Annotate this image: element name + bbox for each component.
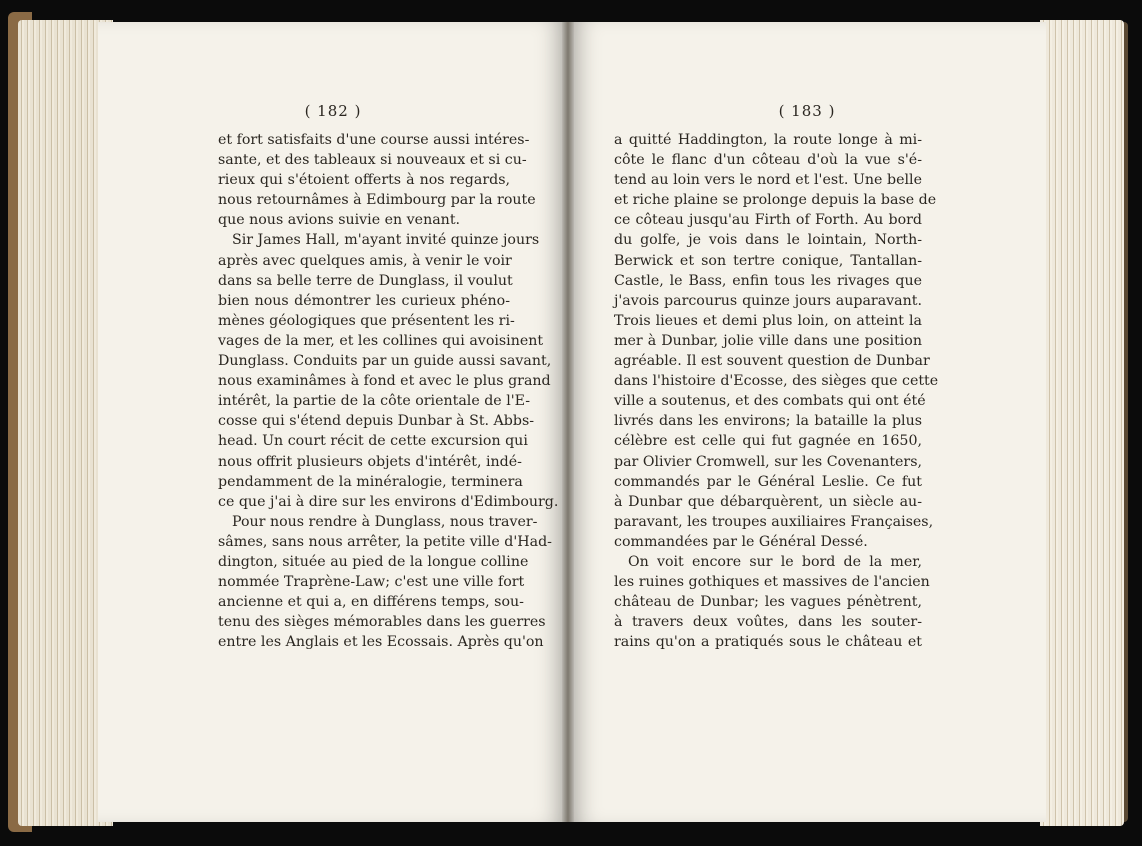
text-line: Berwick et son tertre conique, Tantallan- xyxy=(614,252,922,269)
text-line: sante, et des tableaux si nouveaux et si cu- xyxy=(218,152,527,169)
text-line: les ruines gothiques et massives de l'ancien xyxy=(614,574,930,591)
text-line: commandés par le Général Leslie. Ce fut xyxy=(614,473,922,490)
text-line: rieux qui s'étoient offerts à nos regards, xyxy=(218,172,510,189)
text-line: dans sa belle terre de Dunglass, il voulut xyxy=(218,272,513,289)
text-line: rains qu'on a pratiqués sous le château et xyxy=(614,634,922,651)
text-line: On voit encore sur le bord de la mer, xyxy=(628,553,922,570)
book-gutter xyxy=(562,22,574,822)
text-line: et riche plaine se prolonge depuis la base de xyxy=(614,192,937,209)
text-line: commandées par le Général Dessé. xyxy=(614,533,868,550)
text-line: dans l'histoire d'Ecosse, des sièges que cette xyxy=(614,373,939,390)
text-line: vages de la mer, et les collines qui avoisinent xyxy=(218,332,544,349)
right-page-edges xyxy=(1040,20,1124,826)
text-line: ville a soutenus, et des combats qui ont été xyxy=(614,393,926,410)
text-line: que nous avions suivie en venant. xyxy=(218,212,461,229)
left-page-number: ( 182 ) xyxy=(304,102,362,120)
text-line: j'avois parcourus quinze jours auparavant. xyxy=(614,292,922,309)
text-line: et fort satisfaits d'une course aussi intéres- xyxy=(218,132,530,148)
text-line: a quitté Haddington, la route longe à mi- xyxy=(614,132,922,148)
text-line: à Dunbar que débarquèrent, un siècle au- xyxy=(614,493,922,510)
text-line: pendamment de la minéralogie, terminera xyxy=(218,473,523,490)
text-line: head. Un court récit de cette excursion qui xyxy=(218,433,528,450)
text-line: ce côteau jusqu'au Firth of Forth. Au bord xyxy=(614,212,922,229)
text-line: tenu des sièges mémorables dans les guerres xyxy=(218,614,546,631)
text-line: mer à Dunbar, jolie ville dans une position xyxy=(614,332,922,349)
right-page-text xyxy=(614,130,939,652)
text-line: dington, située au pied de la longue colline xyxy=(218,553,529,570)
text-line: Sir James Hall, m'ayant invité quinze jours xyxy=(232,232,540,249)
text-line: nous offrit plusieurs objets d'intérêt, indé- xyxy=(218,453,522,470)
text-line: Castle, le Bass, enfin tous les rivages que xyxy=(614,272,922,289)
right-page-number: ( 183 ) xyxy=(778,102,836,120)
text-line: à travers deux voûtes, dans les souter- xyxy=(614,614,922,631)
left-page xyxy=(98,22,568,822)
text-line: sâmes, sans nous arrêter, la petite ville d'Had- xyxy=(218,533,552,550)
text-line: château de Dunbar; les vagues pénètrent, xyxy=(614,594,922,611)
text-line: livrés dans les environs; la bataille la plus xyxy=(614,413,922,430)
text-line: Trois lieues et demi plus loin, on atteint la xyxy=(614,312,922,329)
text-line: nous examinâmes à fond et avec le plus grand xyxy=(218,373,551,390)
text-line: Dunglass. Conduits par un guide aussi savant, xyxy=(218,353,552,370)
text-line: cosse qui s'étend depuis Dunbar à St. Abbs- xyxy=(218,413,535,430)
text-line: Pour nous rendre à Dunglass, nous traver- xyxy=(232,513,538,530)
text-line: ancienne et qui a, en différens temps, sou- xyxy=(218,594,524,611)
text-line: nommée Traprène-Law; c'est une ville fort xyxy=(218,574,525,591)
text-line: côte le flanc d'un côteau d'où la vue s'é- xyxy=(614,152,922,169)
text-line: tend au loin vers le nord et l'est. Une belle xyxy=(614,172,922,189)
text-line: intérêt, la partie de la côte orientale de l'E- xyxy=(218,393,531,410)
text-line: agréable. Il est souvent question de Dunbar xyxy=(614,353,930,370)
text-line: après avec quelques amis, à venir le voir xyxy=(218,252,512,269)
text-line: bien nous démontrer les curieux phéno- xyxy=(218,292,510,309)
text-line: nous retournâmes à Edimbourg par la route xyxy=(218,192,536,209)
text-line: mènes géologiques que présentent les ri- xyxy=(218,312,515,329)
text-line: par Olivier Cromwell, sur les Covenanters, xyxy=(614,453,922,470)
text-line: célèbre est celle qui fut gagnée en 1650, xyxy=(614,433,922,450)
text-line: paravant, les troupes auxiliaires Françaises, xyxy=(614,513,934,530)
left-page-text xyxy=(218,130,559,652)
text-line: ce que j'ai à dire sur les environs d'Edimbourg. xyxy=(218,493,559,510)
text-line: entre les Anglais et les Ecossais. Après qu'on xyxy=(218,634,544,651)
right-page xyxy=(568,22,1046,822)
text-line: du golfe, je vois dans le lointain, North- xyxy=(614,232,922,249)
